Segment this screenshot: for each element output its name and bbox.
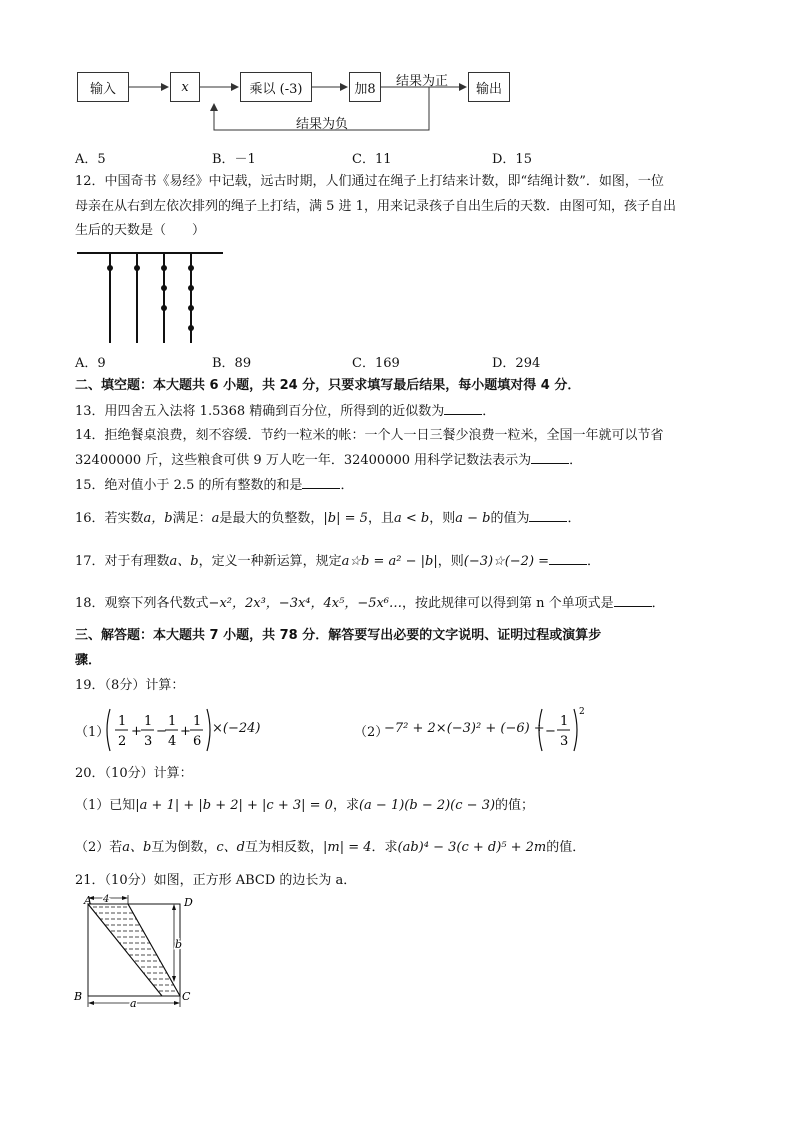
q16-mid3: ，且: [367, 511, 394, 526]
q20-p2-expr: (ab)⁴ − 3(c + d)⁵ + 2m: [397, 840, 547, 855]
q21-label-d-vertex: D: [184, 896, 193, 909]
q20-title: 20．（10分）计算：: [75, 766, 193, 781]
svg-text:−: −: [156, 724, 167, 739]
q16-blank: [529, 509, 567, 522]
svg-text:−: −: [545, 724, 556, 739]
q11-option-c: C．11: [352, 152, 392, 167]
q18-suffix: ，按此规律可以得到第 n 个单项式是: [402, 596, 614, 611]
q21-label-b-vertex: B: [74, 990, 83, 1003]
q16-prefix: 16．若实数: [75, 511, 144, 526]
svg-text:1: 1: [168, 714, 177, 729]
q14-blank: [531, 451, 569, 464]
q19-p1-label: （1）: [75, 725, 110, 740]
q14-line1: 14．拒绝餐桌浪费，刻不容缓．节约一粒米的帐：一个人一日三餐少浪费一粒米，全国一年就可以节省: [75, 428, 664, 443]
q11-option-d: D．15: [492, 152, 532, 167]
section2-heading: 二、填空题：本大题共 6 小题，共 24 分，只要求填写最后结果，每小题填对得 4 分．: [75, 378, 581, 393]
q12-line3: 生后的天数是（ ）: [75, 223, 206, 238]
q20-p1: [75, 797, 534, 815]
q20-p2-m: |m| = 4: [323, 840, 372, 855]
q21-label-a-length: a: [130, 997, 137, 1010]
q13-blank: [444, 402, 482, 415]
flow-negative-label: 结果为负: [296, 117, 349, 132]
q17: 17．对于有理数a、b，定义一种新运算，规定a☆b = a² − |b|，则(−3)☆(−2) = ．: [75, 554, 601, 569]
q19-title: 19．（8分）计算：: [75, 678, 185, 693]
flow-output-box: 输出: [468, 72, 510, 102]
q17-def: a☆b = a² − |b|: [341, 554, 438, 569]
q18: 18．观察下列各代数式−x²，2x³，−3x⁴，4x⁵，−5x⁶…，按此规律可以得到第 n 个单项式是 ．: [75, 596, 665, 611]
q21-label-a-vertex: A: [84, 894, 92, 907]
q19-p2-expr: −7² + 2×(−3)² + (−6) ÷: [384, 721, 545, 736]
q15-blank: [302, 476, 340, 489]
q21-square-figure: [70, 892, 200, 1010]
q19-p1-formula: [104, 705, 214, 755]
q19-p1-tail: ×(−24): [212, 721, 261, 736]
q14-line2: 32400000 斤，这些粮食可供 9 万人吃一年．32400000 用科学记数法表示为 ．: [75, 453, 583, 468]
q20-p1-prefix: （1）已知: [75, 798, 136, 813]
svg-text:1: 1: [118, 714, 127, 729]
q20-p2-mid1: 互为倒数，: [151, 840, 217, 855]
q21-label-c-vertex: C: [182, 990, 191, 1003]
q19-p2-label: （2）: [354, 725, 389, 740]
q20-p2-cd: c、d: [216, 840, 245, 855]
q15: 15．绝对值小于 2.5 的所有整数的和是 ．: [75, 478, 354, 493]
q17-expr: (−3)☆(−2) =: [463, 554, 550, 569]
svg-text:4: 4: [168, 734, 177, 749]
q17-blank: [549, 552, 587, 565]
q19-p2-fraction: [536, 705, 586, 755]
q17-prefix: 17．对于有理数: [75, 554, 170, 569]
q12-line1: 12．中国奇书《易经》中记载，远古时期，人们通过在绳子上打结来计数，即“结绳计数”．如图，一位: [75, 174, 664, 189]
svg-text:+: +: [131, 724, 142, 739]
q16-mid2: 是最大的负整数，: [219, 511, 324, 526]
q20-p2-prefix: （2）若: [75, 840, 123, 855]
q20-p2-mid3: ．求: [371, 840, 398, 855]
q20-p1-cond: |a + 1| + |b + 2| + |c + 3| = 0: [135, 798, 333, 813]
q20-p2-ab: a、b: [122, 840, 152, 855]
q18-blank: [614, 594, 652, 607]
q11-option-b: B．－1: [212, 152, 256, 167]
flow-multiply-box: 乘以 (-3): [240, 72, 312, 102]
q18-terms: −x²，2x³，−3x⁴，4x⁵，−5x⁶…: [208, 596, 403, 611]
q16-a: a: [211, 511, 220, 526]
section3-heading-line2: 骤．: [75, 653, 102, 668]
q20-p1-expr: (a − 1)(b − 2)(c − 3): [358, 798, 496, 813]
q20-p1-mid: ，求: [332, 798, 359, 813]
svg-text:+: +: [180, 724, 191, 739]
flow-add8-box: 加8: [349, 72, 381, 102]
knot-rope-figure: [75, 248, 225, 346]
q12-option-a: A．9: [75, 356, 106, 371]
svg-text:2: 2: [579, 707, 585, 717]
q16-vars: a，b: [143, 511, 173, 526]
q17-mid: ，定义一种新运算，规定: [198, 554, 342, 569]
q16-suffix: 的值为: [490, 511, 530, 526]
flow-input-box: 输入: [77, 72, 129, 102]
q21-label-b-length: b: [175, 938, 183, 951]
q17-mid2: ，则: [437, 554, 464, 569]
flow-x-box: x: [170, 72, 200, 102]
q16-mid1: 满足：: [172, 511, 212, 526]
q12-option-b: B．89: [212, 356, 252, 371]
q20-p2-mid2: 互为相反数，: [244, 840, 323, 855]
section3-heading-line1: 三、解答题：本大题共 7 小题，共 78 分．解答要写出必要的文字说明、证明过程或演算步: [75, 628, 602, 643]
q12-option-d: D．294: [492, 356, 541, 371]
q17-vars: a、b: [169, 554, 199, 569]
q21-label-four: 4: [103, 894, 110, 905]
svg-text:6: 6: [193, 734, 202, 749]
q20-p1-suffix: 的值；: [495, 798, 535, 813]
q16-abs-b: |b| = 5: [323, 511, 368, 526]
svg-text:2: 2: [118, 734, 127, 749]
q20-p2-suffix: 的值．: [546, 840, 586, 855]
q16-expr: a − b: [455, 511, 491, 526]
q16: 16．若实数a，b满足：a是最大的负整数，|b| = 5，且a < b，则a − b的值为 ．: [75, 511, 581, 526]
q20-p2: [75, 839, 585, 857]
q11-option-a: A．5: [75, 152, 106, 167]
svg-text:1: 1: [144, 714, 153, 729]
q18-prefix: 18．观察下列各代数式: [75, 596, 209, 611]
svg-text:1: 1: [193, 714, 202, 729]
q21-title: 21．（10分）如图，正方形 ABCD 的边长为 a．: [75, 873, 357, 888]
q16-ineq: a < b: [393, 511, 430, 526]
svg-text:3: 3: [144, 734, 153, 749]
q12-line2: 母亲在从右到左依次排列的绳子上打结，满 5 进 1，用来记录孩子自出生后的天数．由图可知，孩子自出: [75, 199, 676, 214]
q13: 13．用四舍五入法将 1.5368 精确到百分位，所得到的近似数为 ．: [75, 404, 496, 419]
q15-text: 15．绝对值小于 2.5 的所有整数的和是: [75, 478, 303, 493]
flow-positive-label: 结果为正: [396, 74, 449, 89]
svg-text:3: 3: [560, 734, 569, 749]
q12-option-c: C．169: [352, 356, 400, 371]
q14-line2-text: 32400000 斤，这些粮食可供 9 万人吃一年．32400000 用科学记数法表示为: [75, 453, 532, 468]
svg-text:1: 1: [560, 714, 569, 729]
q16-mid4: ，则: [429, 511, 456, 526]
q13-text: 13．用四舍五入法将 1.5368 精确到百分位，所得到的近似数为: [75, 404, 445, 419]
